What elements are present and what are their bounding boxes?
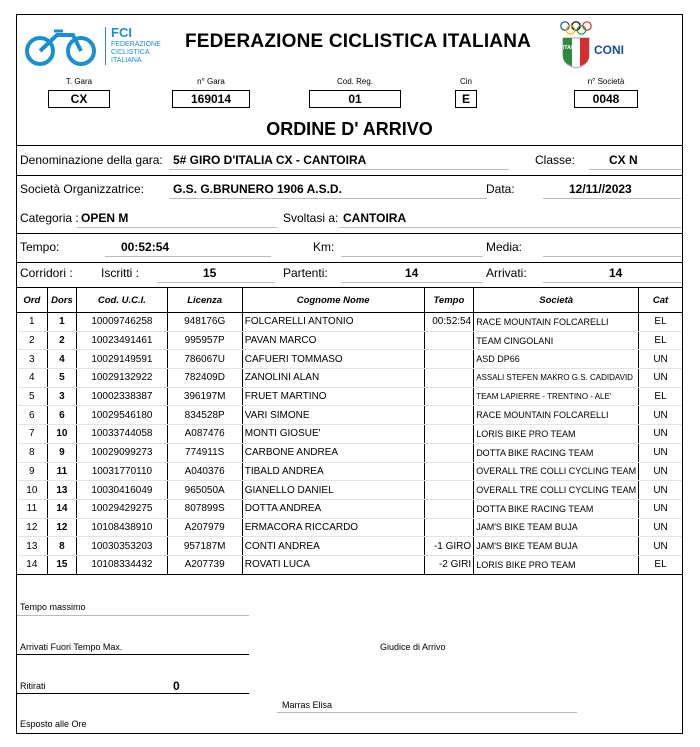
cell-cognome-nome: DOTTA ANDREA bbox=[242, 499, 424, 518]
cell-societa: DOTTA BIKE RACING TEAM bbox=[474, 499, 639, 518]
cell-cat: UN bbox=[639, 443, 682, 462]
cell-ord: 13 bbox=[17, 537, 47, 556]
cell-cognome-nome: FOLCARELLI ANTONIO bbox=[242, 313, 424, 332]
cell-cat: UN bbox=[639, 481, 682, 500]
cell-cat: EL bbox=[639, 313, 682, 332]
italy-shield-icon bbox=[562, 37, 590, 69]
cell-licenza: 957187M bbox=[167, 537, 242, 556]
cell-dors: 11 bbox=[47, 462, 77, 481]
cell-licenza: 834528P bbox=[167, 406, 242, 425]
table-row bbox=[17, 481, 682, 500]
code-box-tipo-gara: CX bbox=[48, 90, 110, 108]
code-label-numero-gara: n° Gara bbox=[197, 77, 225, 86]
header-tempo: Tempo bbox=[424, 288, 474, 313]
cell-cat: UN bbox=[639, 406, 682, 425]
olympic-rings-icon bbox=[559, 21, 593, 35]
coni-italia-text: ITALIA bbox=[563, 45, 579, 51]
cell-tempo bbox=[424, 369, 474, 388]
cell-dors: 14 bbox=[47, 499, 77, 518]
cell-licenza: 948176G bbox=[167, 313, 242, 332]
cell-licenza: A040376 bbox=[167, 462, 242, 481]
cell-ord: 10 bbox=[17, 481, 47, 500]
cell-societa: OVERALL TRE COLLI CYCLING TEAM bbox=[474, 481, 639, 500]
cell-tempo bbox=[424, 443, 474, 462]
cell-cod-uci: 10029099273 bbox=[77, 443, 167, 462]
cell-ord: 5 bbox=[17, 387, 47, 406]
cell-tempo bbox=[424, 350, 474, 369]
entered-count: 15 bbox=[203, 266, 217, 280]
cell-ord: 2 bbox=[17, 331, 47, 350]
cell-societa: RACE MOUNTAIN FOLCARELLI bbox=[474, 313, 639, 332]
header-cognome-nome: Cognome Nome bbox=[242, 288, 424, 313]
cell-ord: 12 bbox=[17, 518, 47, 537]
cell-ord: 1 bbox=[17, 313, 47, 332]
header-cod-uci: Cod. U.C.I. bbox=[77, 288, 167, 313]
header-ord: Ord bbox=[17, 288, 47, 313]
fci-logo bbox=[23, 25, 173, 71]
time-label: Tempo: bbox=[20, 240, 60, 254]
venue: CANTOIRA bbox=[343, 211, 407, 225]
cell-cod-uci: 10108438910 bbox=[77, 518, 167, 537]
cell-dors: 3 bbox=[47, 387, 77, 406]
race-name: 5# GIRO D'ITALIA CX - CANTOIRA bbox=[173, 153, 367, 167]
table-row bbox=[17, 350, 682, 369]
cell-cognome-nome: GIANELLO DANIEL bbox=[242, 481, 424, 500]
cell-cat: UN bbox=[639, 537, 682, 556]
finish-judge-label: Giudice di Arrivo bbox=[380, 642, 446, 652]
cell-cat: EL bbox=[639, 387, 682, 406]
fci-line-2: CICLISTICA bbox=[111, 49, 150, 56]
cell-tempo bbox=[424, 481, 474, 500]
arrived-label: Arrivati: bbox=[486, 266, 527, 280]
coni-logo bbox=[557, 21, 637, 71]
table-row bbox=[17, 406, 682, 425]
cell-licenza: 965050A bbox=[167, 481, 242, 500]
cell-cod-uci: 10031770110 bbox=[77, 462, 167, 481]
cell-cognome-nome: CARBONE ANDREA bbox=[242, 443, 424, 462]
table-row bbox=[17, 425, 682, 444]
cell-cognome-nome: VARI SIMONE bbox=[242, 406, 424, 425]
cell-dors: 9 bbox=[47, 443, 77, 462]
table-header-row bbox=[17, 288, 682, 313]
cell-ord: 9 bbox=[17, 462, 47, 481]
cell-cat: EL bbox=[639, 555, 682, 574]
cell-dors: 6 bbox=[47, 406, 77, 425]
cell-ord: 4 bbox=[17, 369, 47, 388]
withdrawn-label: Ritirati bbox=[20, 681, 46, 691]
cell-cod-uci: 10023491461 bbox=[77, 331, 167, 350]
cell-dors: 8 bbox=[47, 537, 77, 556]
race-date: 12/11//2023 bbox=[569, 182, 632, 196]
table-row bbox=[17, 443, 682, 462]
fci-acronym: FCI bbox=[111, 25, 132, 40]
cell-cognome-nome: CONTI ANDREA bbox=[242, 537, 424, 556]
cell-cod-uci: 10002338387 bbox=[77, 387, 167, 406]
cell-tempo bbox=[424, 406, 474, 425]
cell-cod-uci: 10029149591 bbox=[77, 350, 167, 369]
cell-licenza: 995957P bbox=[167, 331, 242, 350]
cell-cognome-nome: TIBALD ANDREA bbox=[242, 462, 424, 481]
table-row bbox=[17, 331, 682, 350]
cell-cod-uci: 10030416049 bbox=[77, 481, 167, 500]
cell-cognome-nome: CAFUERI TOMMASO bbox=[242, 350, 424, 369]
cell-societa: ASSALI STEFEN MAKRO G.S. CADIDAVID bbox=[474, 369, 639, 388]
table-row bbox=[17, 369, 682, 388]
cell-ord: 8 bbox=[17, 443, 47, 462]
venue-label: Svoltasi a: bbox=[283, 211, 339, 225]
race-name-label: Denominazione della gara: bbox=[20, 153, 163, 167]
cell-licenza: 396197M bbox=[167, 387, 242, 406]
code-label-cod-reg: Cod. Reg. bbox=[336, 77, 374, 86]
cell-dors: 12 bbox=[47, 518, 77, 537]
cell-cod-uci: 10029132922 bbox=[77, 369, 167, 388]
cell-dors: 1 bbox=[47, 313, 77, 332]
cell-dors: 10 bbox=[47, 425, 77, 444]
results-sheet bbox=[16, 14, 683, 734]
cell-cognome-nome: ERMACORA RICCARDO bbox=[242, 518, 424, 537]
cell-societa: TEAM LAPIERRE - TRENTINO - ALE' bbox=[474, 387, 639, 406]
cell-tempo bbox=[424, 462, 474, 481]
cell-societa: LORIS BIKE PRO TEAM bbox=[474, 555, 639, 574]
cell-tempo bbox=[424, 499, 474, 518]
finish-judge-name: Marras Elisa bbox=[282, 700, 333, 710]
document-title: ORDINE D' ARRIVO bbox=[266, 119, 433, 139]
race-class-label: Classe: bbox=[535, 153, 576, 167]
cell-licenza: 774911S bbox=[167, 443, 242, 462]
category: OPEN M bbox=[81, 211, 129, 225]
cell-cat: UN bbox=[639, 518, 682, 537]
cell-licenza: A207979 bbox=[167, 518, 242, 537]
code-label-cin: Cin bbox=[459, 77, 472, 86]
cell-cat: EL bbox=[639, 331, 682, 350]
exposed-at-label: Esposto alle Ore bbox=[20, 719, 87, 729]
code-box-numero-gara: 169014 bbox=[172, 90, 250, 108]
code-box-numero-societa: 0048 bbox=[574, 90, 638, 108]
cell-cat: UN bbox=[639, 499, 682, 518]
cell-tempo bbox=[424, 387, 474, 406]
out-of-time-label: Arrivati Fuori Tempo Max. bbox=[20, 642, 123, 652]
cell-dors: 5 bbox=[47, 369, 77, 388]
cell-ord: 6 bbox=[17, 406, 47, 425]
bicycle-logo-icon bbox=[23, 27, 101, 69]
code-label-numero-societa: n° Società bbox=[587, 77, 625, 86]
table-row bbox=[17, 537, 682, 556]
cell-cod-uci: 10030353203 bbox=[77, 537, 167, 556]
results-table bbox=[17, 287, 682, 575]
cell-cod-uci: 10029546180 bbox=[77, 406, 167, 425]
cell-cod-uci: 10033744058 bbox=[77, 425, 167, 444]
cell-cognome-nome: PAVAN MARCO bbox=[242, 331, 424, 350]
cell-licenza: 786067U bbox=[167, 350, 242, 369]
table-row bbox=[17, 555, 682, 574]
cell-societa: DOTTA BIKE RACING TEAM bbox=[474, 443, 639, 462]
cell-ord: 11 bbox=[17, 499, 47, 518]
cell-cognome-nome: ROVATI LUCA bbox=[242, 555, 424, 574]
code-box-cod-reg: 01 bbox=[309, 90, 401, 108]
cell-societa: TEAM CINGOLANI bbox=[474, 331, 639, 350]
header-societa: Società bbox=[474, 288, 639, 313]
federation-title: FEDERAZIONE CICLISTICA ITALIANA bbox=[185, 31, 532, 52]
fci-line-1: FEDERAZIONE bbox=[111, 41, 161, 48]
cell-societa: LORIS BIKE PRO TEAM bbox=[474, 425, 639, 444]
header-dors: Dors bbox=[47, 288, 77, 313]
cell-licenza: A087476 bbox=[167, 425, 242, 444]
cell-ord: 3 bbox=[17, 350, 47, 369]
cell-dors: 2 bbox=[47, 331, 77, 350]
cell-dors: 15 bbox=[47, 555, 77, 574]
cell-cod-uci: 10029429275 bbox=[77, 499, 167, 518]
riders-label: Corridori : bbox=[20, 266, 73, 280]
header-cat: Cat bbox=[639, 288, 682, 313]
table-row bbox=[17, 387, 682, 406]
coni-text: CONI bbox=[594, 43, 624, 57]
table-row bbox=[17, 518, 682, 537]
winner-time: 00:52:54 bbox=[121, 240, 170, 254]
cell-cat: UN bbox=[639, 425, 682, 444]
cell-societa: JAM'S BIKE TEAM BUJA bbox=[474, 518, 639, 537]
race-date-label: Data: bbox=[486, 182, 515, 196]
cell-cat: UN bbox=[639, 369, 682, 388]
withdrawn-count: 0 bbox=[173, 679, 180, 693]
cell-tempo bbox=[424, 425, 474, 444]
entered-label: Iscritti : bbox=[101, 266, 139, 280]
arrived-count: 14 bbox=[609, 266, 623, 280]
cell-cognome-nome: MONTI GIOSUE' bbox=[242, 425, 424, 444]
table-row bbox=[17, 313, 682, 332]
cell-tempo bbox=[424, 331, 474, 350]
cell-cognome-nome: FRUET MARTINO bbox=[242, 387, 424, 406]
cell-societa: OVERALL TRE COLLI CYCLING TEAM bbox=[474, 462, 639, 481]
cell-cat: UN bbox=[639, 462, 682, 481]
code-box-cin: E bbox=[455, 90, 477, 108]
cell-licenza: 807899S bbox=[167, 499, 242, 518]
category-label: Categoria : bbox=[20, 211, 79, 225]
started-count: 14 bbox=[405, 266, 419, 280]
cell-cat: UN bbox=[639, 350, 682, 369]
started-label: Partenti: bbox=[283, 266, 328, 280]
cell-dors: 4 bbox=[47, 350, 77, 369]
cell-tempo: -1 GIRO bbox=[424, 537, 474, 556]
table-row bbox=[17, 462, 682, 481]
table-row bbox=[17, 499, 682, 518]
cell-dors: 13 bbox=[47, 481, 77, 500]
cell-ord: 14 bbox=[17, 555, 47, 574]
cell-tempo: 00:52:54 bbox=[424, 313, 474, 332]
cell-tempo: -2 GIRI bbox=[424, 555, 474, 574]
cell-societa: ASD DP66 bbox=[474, 350, 639, 369]
cell-societa: JAM'S BIKE TEAM BUJA bbox=[474, 537, 639, 556]
cell-licenza: 782409D bbox=[167, 369, 242, 388]
cell-ord: 7 bbox=[17, 425, 47, 444]
cell-licenza: A207739 bbox=[167, 555, 242, 574]
organizer: G.S. G.BRUNERO 1906 A.S.D. bbox=[173, 182, 342, 196]
cell-societa: RACE MOUNTAIN FOLCARELLI bbox=[474, 406, 639, 425]
average-speed-label: Media: bbox=[486, 240, 523, 254]
race-class: CX N bbox=[609, 153, 638, 167]
code-label-tipo-gara: T. Gara bbox=[65, 77, 93, 86]
cell-tempo bbox=[424, 518, 474, 537]
cell-cognome-nome: ZANOLINI ALAN bbox=[242, 369, 424, 388]
max-time-label: Tempo massimo bbox=[20, 602, 86, 612]
cell-cod-uci: 10009746258 bbox=[77, 313, 167, 332]
fci-line-3: ITALIANA bbox=[111, 57, 142, 64]
cell-cod-uci: 10108334432 bbox=[77, 555, 167, 574]
km-label: Km: bbox=[313, 240, 335, 254]
header-licenza: Licenza bbox=[167, 288, 242, 313]
organizer-label: Società Organizzatrice: bbox=[20, 182, 145, 196]
